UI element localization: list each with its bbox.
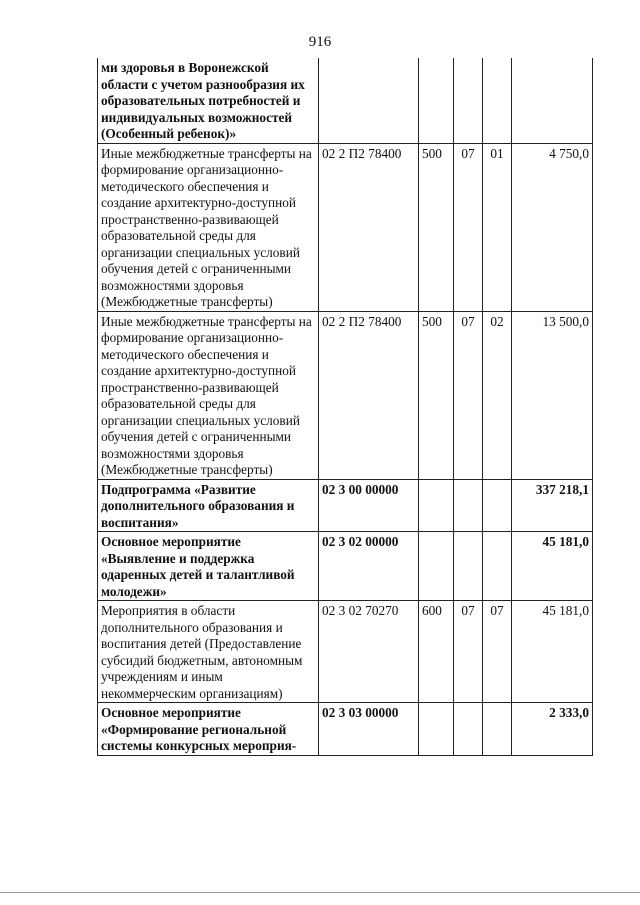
row-pr-cell xyxy=(483,532,512,601)
page-number: 916 xyxy=(308,34,332,50)
table-row xyxy=(98,532,593,601)
row-code-cell: 02 3 02 70270 xyxy=(319,601,419,703)
row-name-cell: Основное мероприятие «Формирование региональной системы конкурсных мероприя- xyxy=(98,703,319,756)
row-vr-cell: 500 xyxy=(419,311,454,479)
row-rz-cell: 07 xyxy=(454,601,483,703)
table-row xyxy=(98,601,593,703)
row-amount-cell: 45 181,0 xyxy=(512,532,593,601)
row-name-cell: Иные межбюджетные трансферты на формирование организационно-методического обеспечения и создание архитектурно-доступной пространственно-развивающей образовательной среды для организации специальных условий обучения детей с ограниченными возможностями здоровья (Межбюджетные трансферты) xyxy=(98,311,319,479)
bottom-rule xyxy=(0,892,640,893)
row-rz-cell xyxy=(454,58,483,143)
row-rz-cell: 07 xyxy=(454,143,483,311)
row-vr-cell xyxy=(419,532,454,601)
row-vr-cell xyxy=(419,703,454,756)
table-row xyxy=(98,58,593,143)
row-name-cell: ми здоровья в Воронежской области с учетом разнообразия их образовательных потребностей и индивидуальных возможностей (Особенный ребенок)» xyxy=(98,58,319,143)
row-amount-cell: 4 750,0 xyxy=(512,143,593,311)
row-code-cell xyxy=(319,58,419,143)
row-code-cell: 02 3 00 00000 xyxy=(319,479,419,532)
table-row xyxy=(98,143,593,311)
row-pr-cell: 02 xyxy=(483,311,512,479)
row-code-cell: 02 2 П2 78400 xyxy=(319,311,419,479)
budget-table xyxy=(97,58,593,756)
row-name-cell: Основное мероприятие «Выявление и поддержка одаренных детей и талантливой молодежи» xyxy=(98,532,319,601)
row-amount-cell: 337 218,1 xyxy=(512,479,593,532)
row-pr-cell: 01 xyxy=(483,143,512,311)
table-row xyxy=(98,703,593,756)
row-amount-cell: 13 500,0 xyxy=(512,311,593,479)
row-rz-cell xyxy=(454,479,483,532)
row-vr-cell: 600 xyxy=(419,601,454,703)
table-row xyxy=(98,479,593,532)
row-rz-cell xyxy=(454,703,483,756)
row-name-cell: Мероприятия в области дополнительного образования и воспитания детей (Предоставление субсидий бюджетным, автономным учреждениям и иным некоммерческим организациям) xyxy=(98,601,319,703)
row-name-cell: Подпрограмма «Развитие дополнительного образования и воспитания» xyxy=(98,479,319,532)
row-amount-cell: 45 181,0 xyxy=(512,601,593,703)
row-amount-cell: 2 333,0 xyxy=(512,703,593,756)
row-pr-cell xyxy=(483,703,512,756)
row-rz-cell: 07 xyxy=(454,311,483,479)
row-rz-cell xyxy=(454,532,483,601)
budget-table-body xyxy=(98,58,593,755)
row-pr-cell: 07 xyxy=(483,601,512,703)
row-name-cell: Иные межбюджетные трансферты на формирование организационно-методического обеспечения и создание архитектурно-доступной пространственно-развивающей образовательной среды для организации специальных условий обучения детей с ограниченными возможностями здоровья (Межбюджетные трансферты) xyxy=(98,143,319,311)
row-vr-cell xyxy=(419,58,454,143)
row-pr-cell xyxy=(483,479,512,532)
row-code-cell: 02 3 02 00000 xyxy=(319,532,419,601)
row-amount-cell xyxy=(512,58,593,143)
row-vr-cell: 500 xyxy=(419,143,454,311)
row-code-cell: 02 2 П2 78400 xyxy=(319,143,419,311)
table-row xyxy=(98,311,593,479)
row-vr-cell xyxy=(419,479,454,532)
row-code-cell: 02 3 03 00000 xyxy=(319,703,419,756)
row-pr-cell xyxy=(483,58,512,143)
